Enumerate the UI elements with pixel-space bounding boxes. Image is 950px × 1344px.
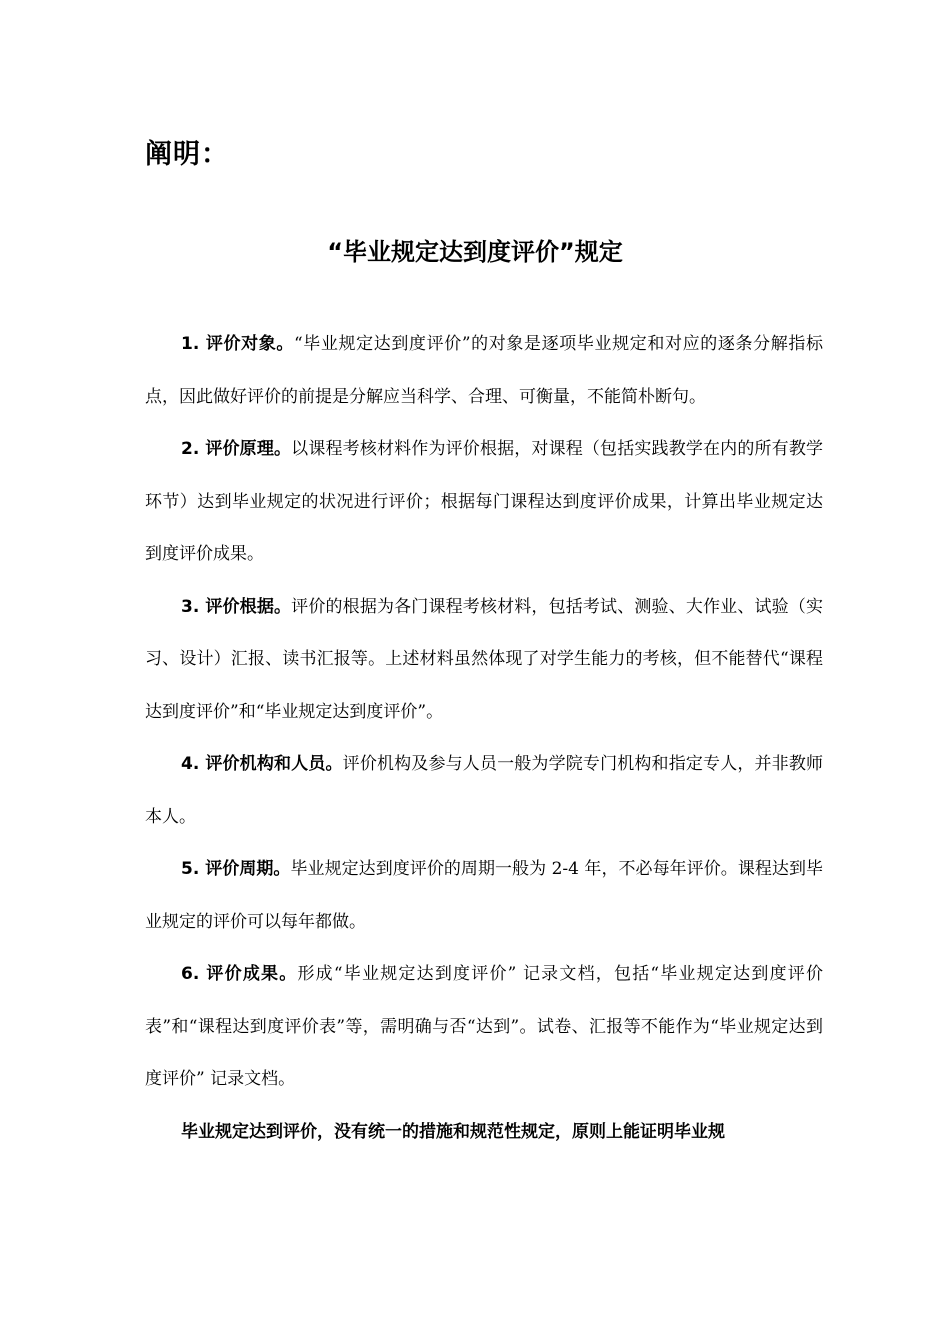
paragraph-text: 评价机构及参与人员一般为学院专门机构和指定专人，并非教师本人。 [145,754,823,827]
paragraph-text: 评价的根据为各门课程考核材料，包括考试、测验、大作业、试验（实习、设计）汇报、读书汇报等。上述材料虽然体现了对学生能力的考核，但不能替代“课程达到度评价”和“毕业规定达到度评价”。 [145,596,823,722]
paragraph-evaluation-object [145,318,823,423]
paragraph-evaluation-results [145,948,823,1106]
paragraph-lead: 2. 评价原理。 [181,439,292,459]
paragraph-text: “毕业规定达到度评价”的对象是逐项毕业规定和对应的逐条分解指标点，因此做好评价的前提是分解应当科学、合理、可衡量，不能简朴断句。 [145,334,823,407]
paragraph-lead: 3. 评价根据。 [181,596,292,617]
paragraph-lead: 6. 评价成果。 [181,964,298,984]
document-title: “毕业规定达到度评价”规定 [327,238,623,266]
document-heading: 阐明： [145,139,229,170]
paragraph-lead: 4. 评价机构和人员。 [181,754,343,774]
closing-paragraph: 毕业规定达到评价，没有统一的措施和规范性规定，原则上能证明毕业规 [181,1121,725,1142]
paragraph-evaluation-principle [145,423,823,581]
paragraph-text: 毕业规定达到度评价的周期一般为 2-4 年，不必每年评价。课程达到毕业规定的评价可以每年都做。 [145,859,823,932]
paragraph-text: 以课程考核材料作为评价根据，对课程（包括实践教学在内的所有教学环节）达到毕业规定的状况进行评价；根据每门课程达到度评价成果，计算出毕业规定达到度评价成果。 [145,439,823,564]
paragraph-evaluation-staff [145,738,823,843]
document-body [145,318,823,1158]
paragraph-evaluation-period [145,843,823,948]
paragraph-lead: 1. 评价对象。 [181,334,294,354]
paragraph-lead: 5. 评价周期。 [181,859,291,879]
paragraph-text: 形成“毕业规定达到度评价” 记录文档，包括“毕业规定达到度评价表”和“课程达到度评价表”等，需明确与否“达到”。试卷、汇报等不能作为“毕业规定达到度评价” 记录文档。 [145,964,823,1089]
paragraph-evaluation-basis [145,581,823,739]
